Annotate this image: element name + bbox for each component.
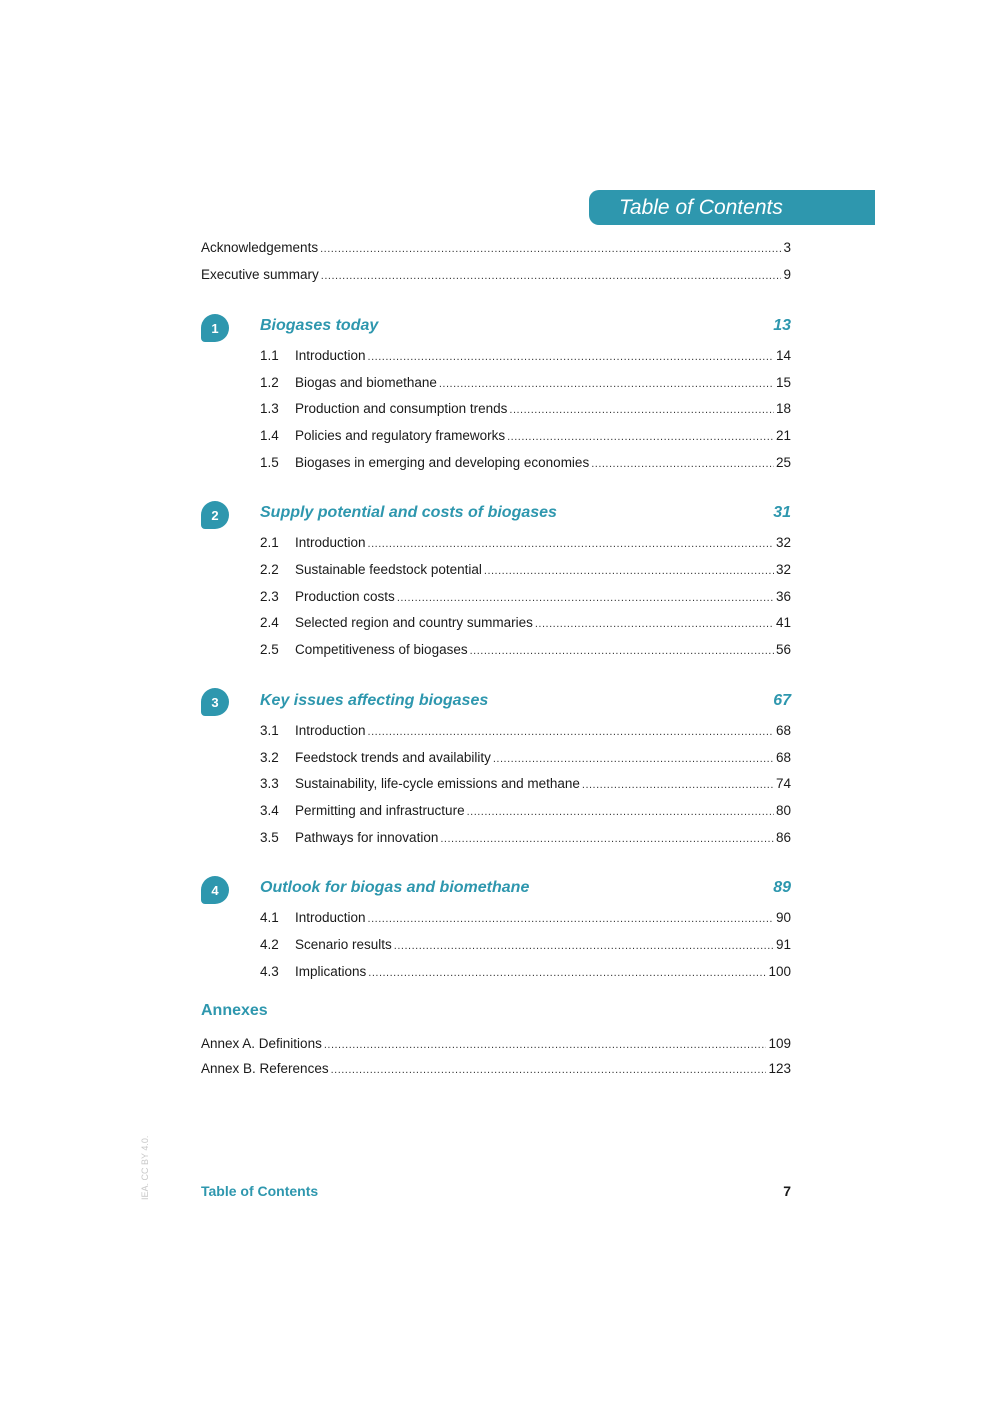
section-number: 3.2: [260, 750, 279, 765]
toc-annex-entry[interactable]: [201, 1061, 791, 1079]
section-number: 2.1: [260, 535, 279, 550]
dot-leader: [394, 940, 774, 952]
section-page: 14: [775, 348, 791, 363]
toc-section-entry[interactable]: [260, 455, 791, 473]
dot-leader: [509, 404, 774, 416]
section-number: 2.2: [260, 562, 279, 577]
section-number: 4.3: [260, 964, 279, 979]
toc-section-entry[interactable]: [260, 348, 791, 366]
section-page: 21: [775, 428, 791, 443]
toc-section-entry[interactable]: [260, 750, 791, 768]
section-label: Production costs: [295, 589, 395, 604]
section-label: Sustainable feedstock potential: [295, 562, 482, 577]
dot-leader: [324, 1039, 767, 1051]
toc-entry-label: Executive summary: [201, 267, 319, 282]
section-number: 2.4: [260, 615, 279, 630]
footer-page-number: 7: [783, 1183, 791, 1199]
section-label: Policies and regulatory frameworks: [295, 428, 506, 443]
toc-section-entry[interactable]: [260, 910, 791, 928]
section-label: Competitiveness of biogases: [295, 642, 468, 657]
dot-leader: [320, 243, 781, 255]
chapter-page: 31: [773, 504, 791, 521]
chapter-number-badge: 4: [201, 876, 229, 904]
dot-leader: [439, 378, 774, 390]
section-number: 4.2: [260, 937, 279, 952]
section-label: Feedstock trends and availability: [295, 750, 491, 765]
section-page: 74: [775, 776, 791, 791]
toc-section-entry[interactable]: [260, 723, 791, 741]
section-number: 1.4: [260, 428, 279, 443]
section-page: 25: [775, 455, 791, 470]
section-label: Sustainability, life-cycle emissions and methane: [295, 776, 580, 791]
section-number: 3.5: [260, 830, 279, 845]
section-label: Introduction: [295, 348, 366, 363]
annex-label: Annex B. References: [201, 1061, 329, 1076]
toc-entry-executive-summary[interactable]: [201, 267, 791, 285]
chapter-title: Outlook for biogas and biomethane: [260, 879, 530, 896]
section-page: 36: [775, 589, 791, 604]
section-number: 3.3: [260, 776, 279, 791]
toc-section-entry[interactable]: [260, 776, 791, 794]
toc-section-entry[interactable]: [260, 830, 791, 848]
section-label: Introduction: [295, 535, 366, 550]
toc-section-entry[interactable]: [260, 615, 791, 633]
dot-leader: [582, 779, 774, 791]
section-number: 4.1: [260, 910, 279, 925]
toc-header-banner: [589, 190, 875, 225]
toc-entry-label: Acknowledgements: [201, 240, 319, 255]
section-label: Scenario results: [295, 937, 392, 952]
section-page: 32: [775, 562, 791, 577]
section-label: Pathways for innovation: [295, 830, 439, 845]
license-watermark: IEA. CC BY 4.0.: [140, 1135, 150, 1200]
section-page: 68: [775, 723, 791, 738]
toc-section-entry[interactable]: [260, 964, 791, 982]
footer-section-name: Table of Contents: [201, 1183, 319, 1199]
chapter-number-badge: 3: [201, 688, 229, 716]
toc-section-entry[interactable]: [260, 401, 791, 419]
section-label: Production and consumption trends: [295, 401, 508, 416]
dot-leader: [397, 592, 774, 604]
section-page: 90: [775, 910, 791, 925]
dot-leader: [368, 726, 774, 738]
section-number: 3.4: [260, 803, 279, 818]
section-page: 15: [775, 375, 791, 390]
chapter-title: Supply potential and costs of biogases: [260, 504, 557, 521]
dot-leader: [470, 645, 774, 657]
section-number: 1.2: [260, 375, 279, 390]
chapter-page: 89: [773, 879, 791, 896]
section-label: Implications: [295, 964, 367, 979]
annexes-heading: Annexes: [201, 1002, 268, 1019]
section-number: 1.1: [260, 348, 279, 363]
dot-leader: [535, 618, 774, 630]
section-label: Biogases in emerging and developing economies: [295, 455, 590, 470]
section-page: 86: [775, 830, 791, 845]
toc-entry-acknowledgements[interactable]: [201, 240, 791, 258]
annex-label: Annex A. Definitions: [201, 1036, 322, 1051]
section-label: Permitting and infrastructure: [295, 803, 465, 818]
toc-section-entry[interactable]: [260, 562, 791, 580]
chapter-title: Key issues affecting biogases: [260, 692, 489, 709]
chapter-heading[interactable]: [260, 504, 791, 522]
annex-page: 123: [768, 1061, 791, 1076]
section-label: Introduction: [295, 910, 366, 925]
section-number: 1.3: [260, 401, 279, 416]
toc-section-entry[interactable]: [260, 375, 791, 393]
section-page: 68: [775, 750, 791, 765]
section-page: 91: [775, 937, 791, 952]
chapter-title: Biogases today: [260, 317, 379, 334]
dot-leader: [591, 458, 774, 470]
section-page: 100: [768, 964, 791, 979]
dot-leader: [507, 431, 774, 443]
toc-header-title: Table of Contents: [619, 196, 783, 219]
section-number: 2.3: [260, 589, 279, 604]
dot-leader: [368, 538, 774, 550]
section-label: Introduction: [295, 723, 366, 738]
section-page: 32: [775, 535, 791, 550]
chapter-heading[interactable]: [260, 692, 791, 710]
annex-page: 109: [768, 1036, 791, 1051]
section-page: 18: [775, 401, 791, 416]
dot-leader: [493, 753, 774, 765]
dot-leader: [368, 967, 766, 979]
chapter-number-badge: 1: [201, 314, 229, 342]
toc-entry-page: 9: [783, 267, 791, 282]
dot-leader: [368, 913, 774, 925]
dot-leader: [331, 1064, 767, 1076]
section-number: 3.1: [260, 723, 279, 738]
section-number: 1.5: [260, 455, 279, 470]
section-label: Selected region and country summaries: [295, 615, 533, 630]
section-label: Biogas and biomethane: [295, 375, 437, 390]
toc-section-entry[interactable]: [260, 589, 791, 607]
section-page: 41: [775, 615, 791, 630]
toc-entry-page: 3: [783, 240, 791, 255]
dot-leader: [484, 565, 774, 577]
dot-leader: [321, 270, 782, 282]
section-number: 2.5: [260, 642, 279, 657]
toc-annex-entry[interactable]: [201, 1036, 791, 1054]
dot-leader: [368, 351, 774, 363]
dot-leader: [467, 806, 774, 818]
chapter-heading[interactable]: [260, 879, 791, 897]
toc-section-entry[interactable]: [260, 937, 791, 955]
toc-section-entry[interactable]: [260, 803, 791, 821]
chapter-number-badge: 2: [201, 501, 229, 529]
toc-section-entry[interactable]: [260, 642, 791, 660]
chapter-page: 13: [773, 317, 791, 334]
section-page: 56: [775, 642, 791, 657]
chapter-heading[interactable]: [260, 317, 791, 335]
section-page: 80: [775, 803, 791, 818]
toc-section-entry[interactable]: [260, 535, 791, 553]
chapter-page: 67: [773, 692, 791, 709]
dot-leader: [440, 833, 774, 845]
toc-section-entry[interactable]: [260, 428, 791, 446]
